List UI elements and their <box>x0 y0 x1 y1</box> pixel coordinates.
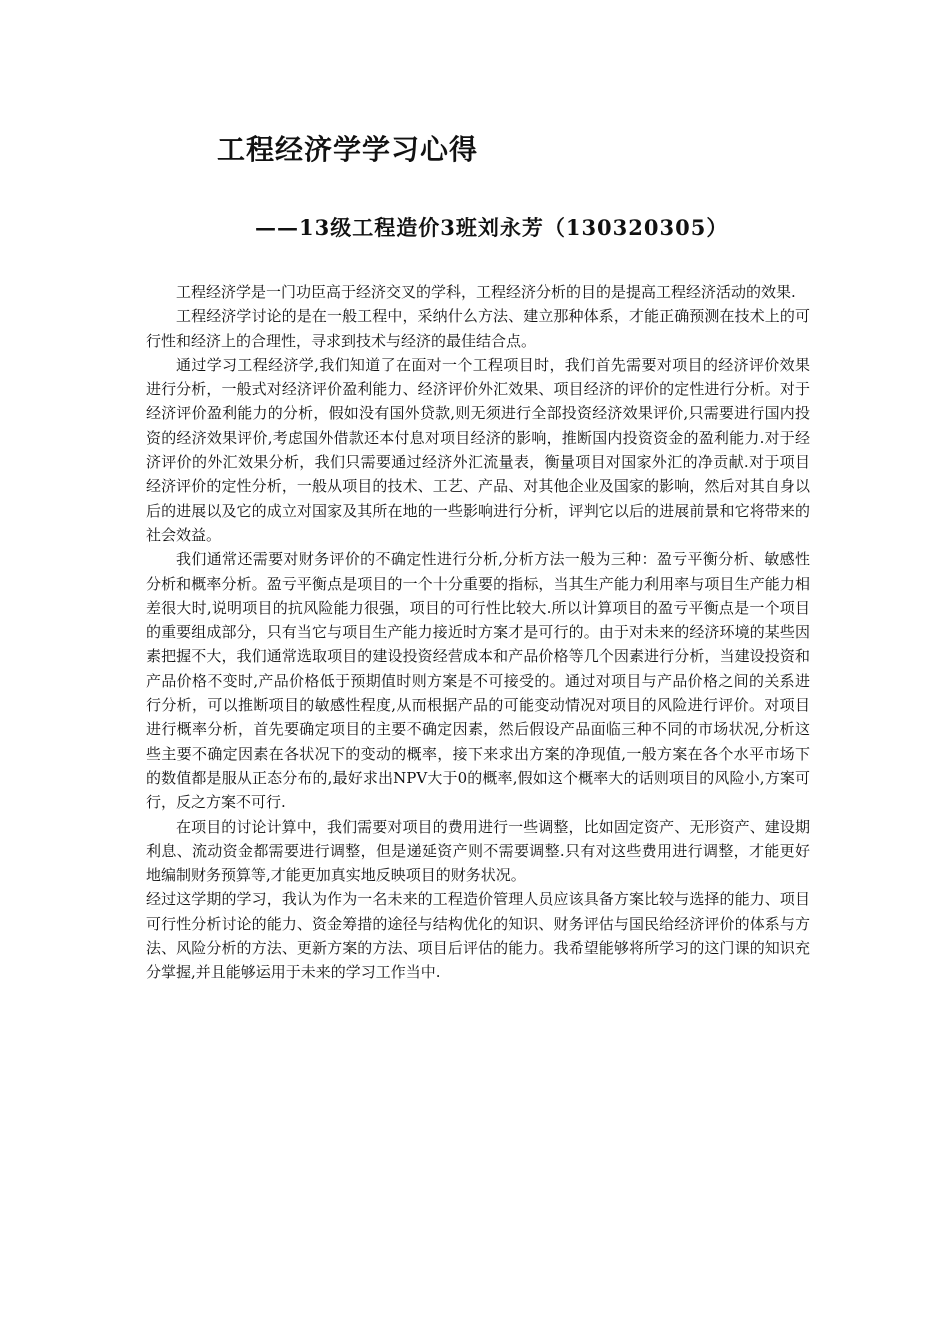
paragraph-2: 工程经济学讨论的是在一般工程中，采纳什么方法、建立那种体系，才能正确预测在技术上的可行性和经济上的合理性，寻求到技术与经济的最佳结合点。 <box>146 307 810 350</box>
paragraph-3: 通过学习工程经济学,我们知道了在面对一个工程项目时，我们首先需要对项目的经济评价效果进行分析，一般式对经济评价盈利能力、经济评价外汇效果、项目经济的评价的定性进行分析。对于经济评价盈利能力的分析，假如没有国外贷款,则无须进行全部投资经济效果评价,只需要进行国内投资的经济效果评价,考虑国外借款还本付息对项目经济的影响，推断国内投资资金的盈利能力.对于经济评价的外汇效果分析，我们只需要通过经济外汇流量表，衡量项目对国家外汇的净贡献.对于项目经济评价的定性分析，一般从项目的技术、工艺、产品、对其他企业及国家的影响，然后对其自身以后的进展以及它的成立对国家及其所在地的一些影响进行分析，评判它以后的进展前景和它将带来的社会效益。 <box>146 355 810 544</box>
document-title: 工程经济学学习心得 <box>217 133 479 166</box>
paragraph-6: 经过这学期的学习，我认为作为一名未来的工程造价管理人员应该具备方案比较与选择的能力、项目可行性分析讨论的能力、资金筹措的途径与结构优化的知识、财务评估与国民给经济评价的体系与方法、风险分析的方法、更新方案的方法、项目后评估的能力。我希望能够将所学习的这门课的知识充分掌握,并且能够运用于未来的学习工作当中. <box>146 890 810 982</box>
document-body <box>146 280 810 985</box>
paragraph-5: 在项目的讨论计算中，我们需要对项目的费用进行一些调整，比如固定资产、无形资产、建设期利息、流动资金都需要进行调整，但是递延资产则不需要调整.只有对这些费用进行调整，才能更好地编制财务预算等,才能更加真实地反映项目的财务状况。 <box>146 817 810 885</box>
paragraph-4: 我们通常还需要对财务评价的不确定性进行分析,分析方法一般为三种：盈亏平衡分析、敏感性分析和概率分析。盈亏平衡点是项目的一个十分重要的指标，当其生产能力利用率与项目生产能力相差很大时,说明项目的抗风险能力很强，项目的可行性比较大.所以计算项目的盈亏平衡点是一个项目的重要组成部分，只有当它与项目生产能力接近时方案才是可行的。由于对未来的经济环境的某些因素把握不大，我们通常选取项目的建设投资经营成本和产品价格等几个因素进行分析，当建设投资和产品价格不变时,产品价格低于预期值时则方案是不可接受的。通过对项目与产品价格之间的关系进行分析，可以推断项目的敏感性程度,从而根据产品的可能变动情况对项目的风险进行评价。对项目进行概率分析，首先要确定项目的主要不确定因素，然后假设产品面临三种不同的市场状况,分析这些主要不确定因素在各状况下的变动的概率，接下来求出方案的净现值,一般方案在各个水平市场下的数值都是服从正态分布的,最好求出NPV大于0的概率,假如这个概率大的话则项目的风险小,方案可行，反之方案不可行. <box>146 550 810 812</box>
paragraph-1: 工程经济学是一门功臣高于经济交叉的学科，工程经济分析的目的是提高工程经济活动的效果. <box>176 283 796 301</box>
document-subtitle: ——13级工程造价3班刘永芳（130320305） <box>255 215 729 240</box>
